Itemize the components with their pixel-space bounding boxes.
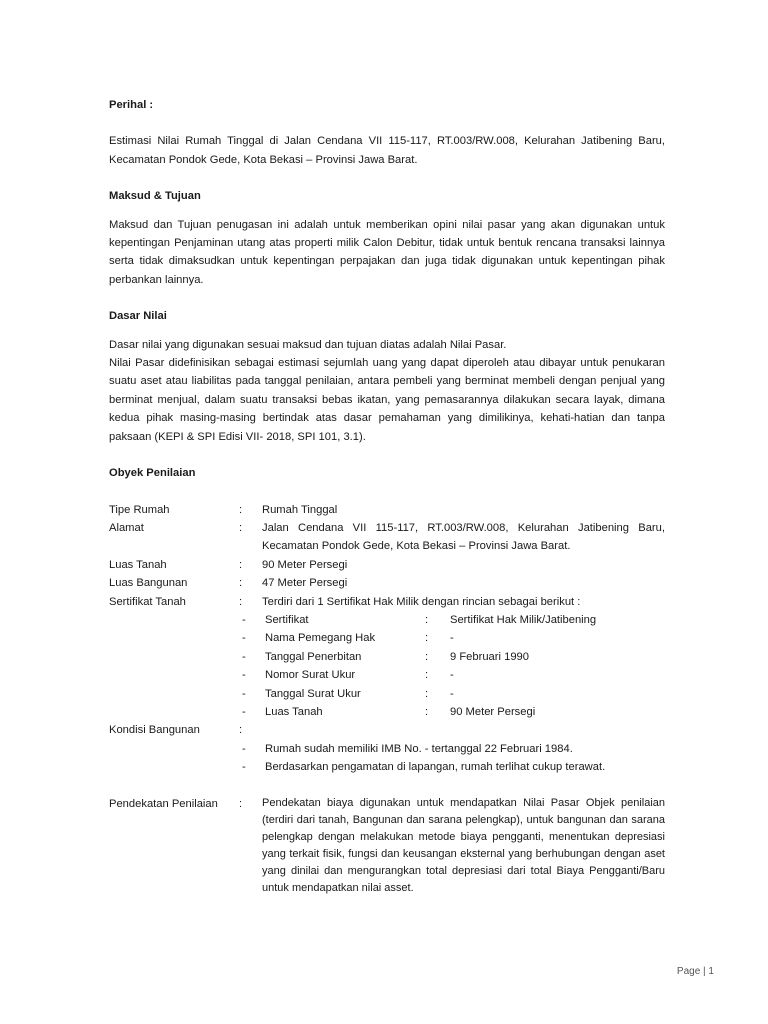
colon: : — [239, 724, 243, 737]
luas-tanah-row — [109, 556, 665, 574]
sertifikat-item — [109, 611, 665, 629]
sertifikat-row — [109, 593, 665, 611]
alamat-value: Jalan Cendana VII 115-117, RT.003/RW.008, Kelurahan Jatibening Baru, Kecamatan Pondok Gede, Kota Bekasi – Provinsi Jawa Barat. — [262, 521, 665, 553]
dash: - — [242, 705, 246, 718]
dasar-line1: Dasar nilai yang digunakan sesuai maksud dan tujuan diatas adalah Nilai Pasar. — [109, 338, 507, 351]
maksud-text: Maksud dan Tujuan penugasan ini adalah untuk memberikan opini nilai pasar yang akan digunakan untuk kepentingan Penjaminan utang atas properti milik Calon Debitur, tidak untuk bentuk rencana transaksi lainnya serta tidak dimaksudkan untuk kepentingan perpajakan dan juga tidak digunakan untuk kepentingan pihak perbankan lainnya. — [109, 218, 665, 286]
colon: : — [425, 650, 429, 663]
tipe-row — [109, 501, 665, 519]
pendekatan-label: Pendekatan Penilaian — [109, 797, 218, 810]
obyek-heading: Obyek Penilaian — [109, 467, 196, 480]
dash: - — [242, 613, 246, 626]
sertifikat-item-label: Luas Tanah — [265, 705, 323, 718]
colon: : — [425, 613, 429, 626]
luas-bangunan-label: Luas Bangunan — [109, 577, 188, 590]
colon: : — [239, 797, 243, 810]
sertifikat-item — [109, 629, 665, 647]
kondisi-item — [109, 740, 665, 758]
colon: : — [239, 558, 243, 571]
alamat-row — [109, 519, 665, 556]
sertifikat-item — [109, 703, 665, 721]
perihal-text: Estimasi Nilai Rumah Tinggal di Jalan Cendana VII 115-117, RT.003/RW.008, Kelurahan Jatibening Baru, Kecamatan Pondok Gede, Kota Bekasi – Provinsi Jawa Barat. — [109, 135, 665, 166]
colon: : — [239, 521, 243, 534]
colon: : — [239, 595, 243, 608]
tipe-value: Rumah Tinggal — [262, 503, 338, 516]
luas-tanah-label: Luas Tanah — [109, 558, 167, 571]
document-body — [109, 96, 665, 897]
luas-bangunan-value: 47 Meter Persegi — [262, 577, 348, 590]
dash: - — [242, 669, 246, 682]
sertifikat-item-value: 90 Meter Persegi — [450, 705, 536, 718]
kondisi-item-text: Berdasarkan pengamatan di lapangan, rumah terlihat cukup terawat. — [265, 761, 606, 774]
colon: : — [425, 705, 429, 718]
sertifikat-item — [109, 685, 665, 703]
colon: : — [239, 577, 243, 590]
dash: - — [242, 632, 246, 645]
sertifikat-value: Terdiri dari 1 Sertifikat Hak Milik dengan rincian sebagai berikut : — [262, 595, 581, 608]
sertifikat-item-value: Sertifikat Hak Milik/Jatibening — [450, 613, 597, 626]
dasar-line2: Nilai Pasar didefinisikan sebagai estimasi sejumlah uang yang dapat diperoleh atau dibayar untuk penukaran suatu aset atau liabilitas pada tanggal penilaian, antara pembeli yang berminat membeli dengan penjual yang berminat menjual, dalam suatu transaksi bebas ikatan, yang pemasarannya dilakukan secara layak, dimana kedua pihak masing-masing bertindak atas dasar pemahaman yang dimilikinya, kehati-hatian dan tanpa paksaan (KEPI & SPI Edisi VII- 2018, SPI 101, 3.1). — [109, 357, 665, 443]
sertifikat-item-label: Tanggal Surat Ukur — [265, 687, 361, 700]
kondisi-row — [109, 721, 665, 739]
dash: - — [242, 687, 246, 700]
perihal-heading: Perihal : — [109, 99, 154, 111]
colon: : — [425, 632, 429, 645]
tipe-label: Tipe Rumah — [109, 503, 170, 516]
dash: - — [242, 742, 246, 755]
page-number: Page | 1 — [676, 966, 714, 977]
sertifikat-item-label: Nomor Surat Ukur — [265, 669, 356, 682]
colon: : — [425, 669, 429, 682]
alamat-label: Alamat — [109, 521, 144, 534]
sertifikat-item-value: - — [450, 669, 454, 682]
maksud-heading: Maksud & Tujuan — [109, 190, 201, 203]
kondisi-label: Kondisi Bangunan — [109, 724, 200, 737]
dash: - — [242, 650, 246, 663]
luas-tanah-value: 90 Meter Persegi — [262, 558, 348, 571]
sertifikat-item-label: Tanggal Penerbitan — [265, 650, 362, 663]
kondisi-item-text: Rumah sudah memiliki IMB No. - tertanggal 22 Februari 1984. — [265, 742, 573, 755]
sertifikat-item-value: - — [450, 632, 454, 645]
colon: : — [239, 503, 243, 516]
sertifikat-item-label: Sertifikat — [265, 613, 309, 626]
colon: : — [425, 687, 429, 700]
sertifikat-item-label: Nama Pemegang Hak — [265, 632, 376, 645]
pendekatan-value: Pendekatan biaya digunakan untuk mendapatkan Nilai Pasar Objek penilaian (terdiri dari tanah, Bangunan dan sarana pelengkap), untuk bangunan dan sarana pelengkap dengan melakukan metode biaya pengganti, menentukan depresiasi yang terkait fisik, fungsi dan keusangan eksternal yang berhubungan dengan aset yang dinilai dan mengurangkan total depresiasi dari total Biaya Pengganti/Baru untuk mendapatkan nilai asset. — [262, 796, 665, 894]
sertifikat-item-value: - — [450, 687, 454, 700]
pendekatan-row — [109, 795, 665, 897]
dasar-heading: Dasar Nilai — [109, 310, 167, 323]
kondisi-item — [109, 758, 665, 776]
dash: - — [242, 761, 246, 774]
luas-bangunan-row — [109, 574, 665, 592]
sertifikat-item-value: 9 Februari 1990 — [450, 650, 529, 663]
sertifikat-label: Sertifikat Tanah — [109, 595, 186, 608]
sertifikat-item — [109, 648, 665, 666]
sertifikat-item — [109, 666, 665, 684]
